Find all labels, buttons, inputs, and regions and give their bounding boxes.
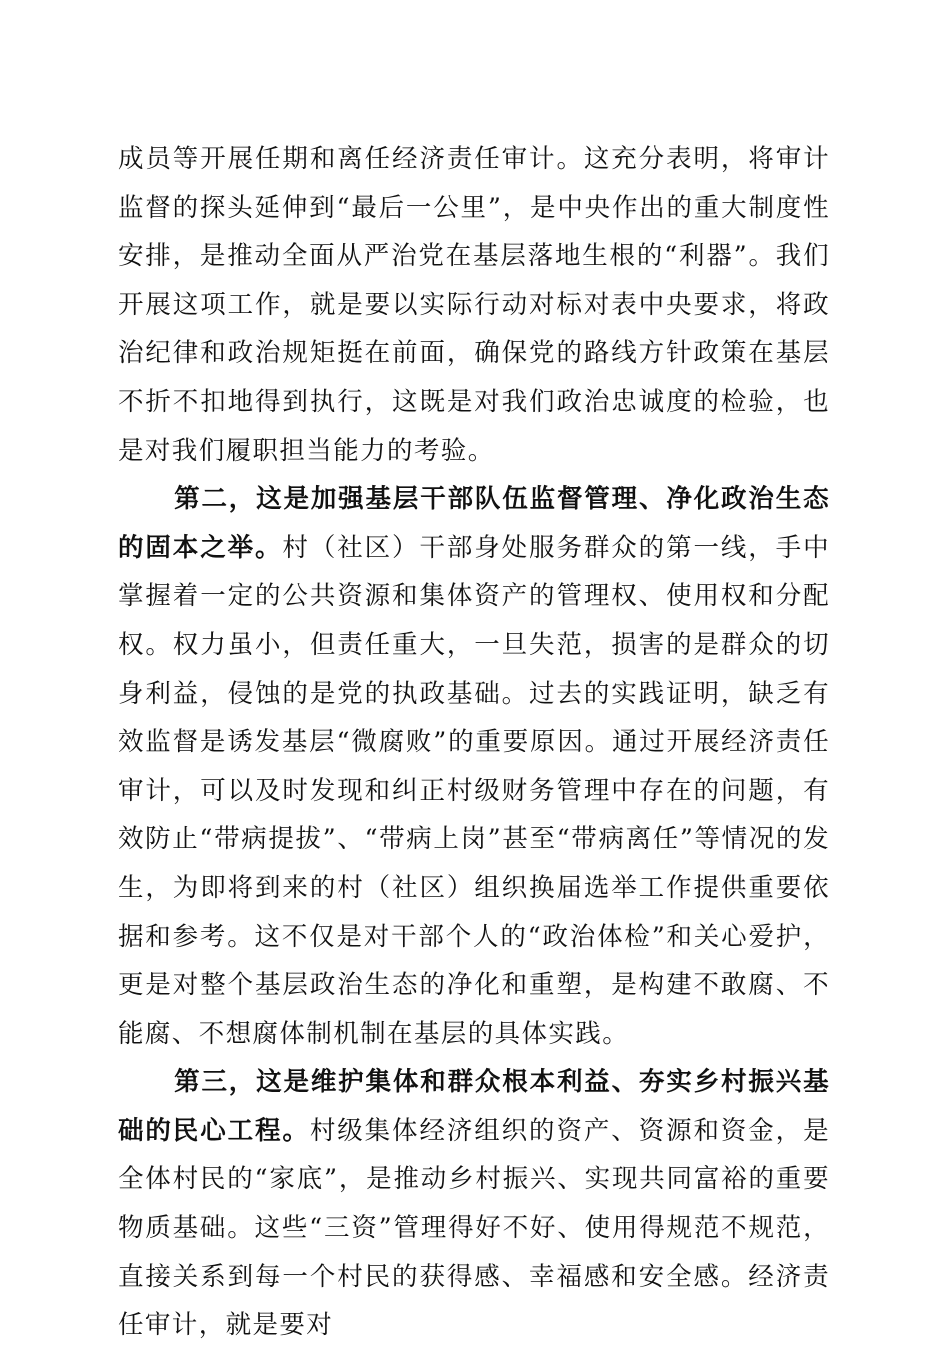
paragraph-3-heading: 第三，这是维护集体和群众根本利益、夯实乡村振兴基础的民心工程。 (118, 1067, 830, 1146)
paragraph-3-text: 村级集体经济组织的资产、资源和资金，是全体村民的“家底”，是推动乡村振兴、实现共同富裕的重要物质基础。这些“三资”管理得好不好、使用得规范不规范，直接关系到每一个村民的获得感、幸福感和安全感。经济责任审计，就是要对 (118, 1115, 830, 1341)
document-body (118, 135, 830, 1350)
paragraph-2-text: 村（社区）干部身处服务群众的第一线，手中掌握着一定的公共资源和集体资产的管理权、使用权和分配权。权力虽小，但责任重大，一旦失范，损害的是群众的切身利益，侵蚀的是党的执政基础。过去的实践证明，缺乏有效监督是诱发基层“微腐败”的重要原因。通过开展经济责任审计，可以及时发现和纠正村级财务管理中存在的问题，有效防止“带病提拔”、“带病上岗”甚至“带病离任”等情况的发生，为即将到来的村（社区）组织换届选举工作提供重要依据和参考。这不仅是对干部个人的“政治体检”和关心爱护，更是对整个基层政治生态的净化和重塑，是构建不敢腐、不能腐、不想腐体制机制在基层的具体实践。 (118, 532, 830, 1049)
paragraph-2-heading: 第二，这是加强基层干部队伍监督管理、净化政治生态的固本之举。 (118, 484, 830, 563)
paragraph-1 (118, 135, 830, 475)
paragraph-2 (118, 475, 830, 1058)
paragraph-1-text: 成员等开展任期和离任经济责任审计。这充分表明，将审计监督的探头延伸到“最后一公里”，是中央作出的重大制度性安排，是推动全面从严治党在基层落地生根的“利器”。我们开展这项工作，就是要以实际行动对标对表中央要求，将政治纪律和政治规矩挺在前面，确保党的路线方针政策在基层不折不扣地得到执行，这既是对我们政治忠诚度的检验，也是对我们履职担当能力的考验。 (118, 144, 830, 466)
paragraph-3 (118, 1058, 830, 1350)
